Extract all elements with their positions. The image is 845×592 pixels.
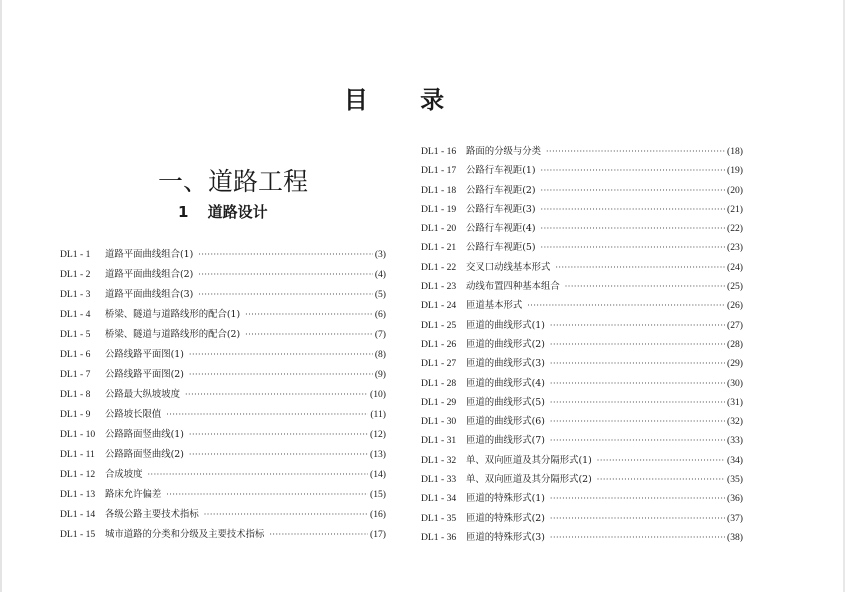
- toc-dot-leader: [565, 277, 725, 296]
- toc-entry-code: DL1 - 27: [421, 358, 457, 370]
- toc-dot-leader: [198, 265, 373, 285]
- toc-entry-page: (34): [727, 454, 743, 466]
- toc-entry: [421, 181, 743, 200]
- toc-entry: [60, 465, 386, 485]
- subsection-title: [178, 201, 268, 222]
- toc-entry: [421, 316, 743, 335]
- toc-dot-leader: [550, 354, 725, 373]
- toc-dot-leader: [166, 485, 368, 505]
- toc-entry: [421, 393, 743, 412]
- toc-entry: [421, 451, 743, 470]
- toc-dot-leader: [198, 285, 373, 305]
- toc-entry-title: 匝道的特殊形式(1): [466, 493, 545, 505]
- toc-entry-page: (20): [727, 184, 743, 196]
- toc-entry-code: DL1 - 32: [421, 454, 457, 466]
- toc-entry-page: (24): [727, 261, 743, 273]
- toc-entry-title: 公路行车视距(1): [466, 165, 536, 177]
- toc-entry: [60, 485, 386, 505]
- toc-entry-title: 动线布置四种基本组合: [466, 281, 560, 293]
- toc-dot-leader: [550, 393, 725, 412]
- toc-entry-code: DL1 - 33: [421, 474, 457, 486]
- toc-entry-title: 匝道基本形式: [466, 300, 523, 312]
- toc-entry-title: 匝道的特殊形式(3): [466, 531, 545, 543]
- toc-entry-code: DL1 - 9: [60, 409, 91, 420]
- toc-entry-title: 公路路面竖曲线(2): [105, 449, 184, 460]
- toc-entry-page: (38): [727, 531, 743, 543]
- toc-dot-leader: [189, 365, 373, 385]
- toc-entry-code: DL1 - 16: [421, 146, 457, 157]
- toc-entry-page: (15): [370, 489, 386, 500]
- toc-dot-leader: [541, 181, 725, 200]
- toc-entry-title: 匝道的曲线形式(6): [466, 416, 545, 428]
- toc-entry-title: 路面的分级与分类: [466, 146, 542, 157]
- toc-entry-code: DL1 - 12: [60, 469, 96, 480]
- toc-entry-code: DL1 - 29: [421, 396, 457, 408]
- toc-dot-leader: [541, 238, 725, 257]
- toc-list-left: [60, 245, 386, 545]
- toc-entry: [421, 296, 743, 315]
- toc-entry-page: (8): [374, 349, 386, 360]
- toc-entry: [60, 285, 386, 305]
- toc-dot-leader: [245, 305, 373, 325]
- toc-dot-leader: [550, 528, 725, 547]
- toc-entry-code: DL1 - 6: [60, 349, 91, 360]
- toc-entry-page: (16): [370, 509, 386, 520]
- toc-entry: [60, 425, 386, 445]
- toc-entry: [421, 161, 743, 180]
- toc-entry-title: 道路平面曲线组合(3): [105, 289, 194, 300]
- toc-entry-page: (23): [727, 242, 743, 254]
- toc-entry-title: 公路行车视距(2): [466, 184, 536, 196]
- toc-dot-leader: [550, 489, 725, 508]
- toc-entry: [421, 470, 743, 489]
- subsection-label: 道路设计: [207, 203, 268, 221]
- toc-entry-page: (26): [727, 300, 743, 312]
- toc-entry-title: 公路线路平面图(2): [105, 369, 184, 380]
- toc-entry-title: 公路最大纵坡坡度: [105, 389, 181, 400]
- toc-entry-page: (6): [374, 309, 386, 320]
- toc-entry-code: DL1 - 8: [60, 389, 91, 400]
- toc-dot-leader: [185, 385, 368, 405]
- toc-entry: [421, 528, 743, 547]
- toc-entry-page: (17): [370, 529, 386, 540]
- toc-entry-page: (12): [370, 429, 386, 440]
- toc-entry-page: (7): [374, 329, 386, 340]
- toc-entry: [421, 258, 743, 277]
- toc-entry-code: DL1 - 10: [60, 429, 96, 440]
- toc-entry-page: (14): [370, 469, 386, 480]
- toc-entry-code: DL1 - 26: [421, 338, 457, 350]
- toc-entry-title: 单、双向匝道及其分隔形式(1): [466, 454, 592, 466]
- toc-entry: [421, 200, 743, 219]
- toc-entry-title: 路床允许偏差: [105, 489, 162, 500]
- toc-entry-title: 道路平面曲线组合(2): [105, 269, 194, 280]
- toc-entry-title: 匝道的曲线形式(4): [466, 377, 545, 389]
- toc-dot-leader: [189, 445, 368, 465]
- toc-entry: [60, 245, 386, 265]
- toc-entry: [421, 277, 743, 296]
- toc-entry-code: DL1 - 30: [421, 416, 457, 428]
- toc-entry: [60, 405, 386, 425]
- toc-entry-title: 匝道的曲线形式(5): [466, 396, 545, 408]
- toc-entry-title: 公路行车视距(5): [466, 242, 536, 254]
- toc-entry-code: DL1 - 36: [421, 531, 457, 543]
- toc-entry-code: DL1 - 20: [421, 223, 457, 235]
- toc-entry: [421, 489, 743, 508]
- toc-dot-leader: [204, 505, 368, 525]
- toc-list-right: [421, 142, 743, 547]
- toc-entry: [60, 265, 386, 285]
- toc-entry-title: 公路坡长限值: [105, 409, 162, 420]
- subsection-number: 1: [178, 203, 189, 221]
- toc-entry-code: DL1 - 25: [421, 319, 457, 331]
- toc-entry-code: DL1 - 34: [421, 493, 457, 505]
- toc-entry: [60, 345, 386, 365]
- toc-dot-leader: [148, 465, 369, 485]
- toc-entry: [60, 445, 386, 465]
- toc-entry-title: 桥梁、隧道与道路线形的配合(1): [105, 309, 241, 320]
- toc-entry-page: (10): [370, 389, 386, 400]
- toc-entry-title: 匝道的曲线形式(2): [466, 338, 545, 350]
- toc-entry-page: (4): [374, 269, 386, 280]
- toc-entry-code: DL1 - 15: [60, 529, 96, 540]
- toc-entry-page: (36): [727, 493, 743, 505]
- toc-entry-page: (13): [370, 449, 386, 460]
- toc-entry-code: DL1 - 21: [421, 242, 457, 254]
- toc-entry-page: (18): [727, 146, 743, 157]
- toc-entry-title: 匝道的曲线形式(1): [466, 319, 545, 331]
- toc-entry-page: (33): [727, 435, 743, 447]
- toc-dot-leader: [597, 451, 725, 470]
- toc-entry-code: DL1 - 17: [421, 165, 457, 177]
- toc-entry: [421, 219, 743, 238]
- toc-entry: [60, 525, 386, 545]
- toc-dot-leader: [597, 470, 725, 489]
- toc-entry-page: (25): [727, 281, 743, 293]
- toc-dot-leader: [550, 335, 725, 354]
- toc-entry-code: DL1 - 19: [421, 203, 457, 215]
- toc-entry-code: DL1 - 22: [421, 261, 457, 273]
- toc-entry-page: (28): [727, 338, 743, 350]
- toc-dot-leader: [555, 258, 725, 277]
- toc-entry-page: (3): [374, 249, 386, 260]
- toc-dot-leader: [541, 219, 725, 238]
- toc-entry-page: (27): [727, 319, 743, 331]
- toc-dot-leader: [189, 425, 368, 445]
- toc-entry: [421, 431, 743, 450]
- toc-entry: [421, 238, 743, 257]
- toc-entry-page: (19): [727, 165, 743, 177]
- toc-entry-code: DL1 - 35: [421, 512, 457, 524]
- toc-entry-title: 匝道的曲线形式(3): [466, 358, 545, 370]
- toc-entry-page: (32): [727, 416, 743, 428]
- toc-dot-leader: [527, 296, 725, 315]
- toc-entry-code: DL1 - 1: [60, 249, 91, 260]
- toc-entry-page: (11): [370, 409, 386, 420]
- toc-dot-leader: [550, 412, 725, 431]
- toc-entry-title: 公路线路平面图(1): [105, 349, 184, 360]
- toc-dot-leader: [546, 142, 725, 161]
- toc-dot-leader: [269, 525, 368, 545]
- toc-entry-title: 各级公路主要技术指标: [105, 509, 199, 520]
- toc-dot-leader: [189, 345, 373, 365]
- toc-entry-page: (30): [727, 377, 743, 389]
- toc-entry: [421, 335, 743, 354]
- toc-entry: [60, 365, 386, 385]
- toc-dot-leader: [550, 374, 725, 393]
- toc-dot-leader: [541, 161, 725, 180]
- toc-entry-title: 公路路面竖曲线(1): [105, 429, 184, 440]
- toc-entry-code: DL1 - 3: [60, 289, 91, 300]
- toc-dot-leader: [550, 316, 725, 335]
- toc-entry-title: 合成坡度: [105, 469, 143, 480]
- toc-entry-code: DL1 - 5: [60, 329, 91, 340]
- toc-entry-title: 匝道的特殊形式(2): [466, 512, 545, 524]
- toc-entry-code: DL1 - 13: [60, 489, 96, 500]
- toc-entry-code: DL1 - 28: [421, 377, 457, 389]
- toc-entry-code: DL1 - 7: [60, 369, 91, 380]
- section-title: 一、道路工程: [158, 167, 309, 196]
- toc-dot-leader: [245, 325, 373, 345]
- toc-entry-code: DL1 - 18: [421, 184, 457, 196]
- toc-entry-code: DL1 - 24: [421, 300, 457, 312]
- toc-entry-page: (35): [727, 474, 743, 486]
- toc-dot-leader: [541, 200, 725, 219]
- toc-entry-title: 桥梁、隧道与道路线形的配合(2): [105, 329, 241, 340]
- toc-entry: [421, 142, 743, 161]
- toc-entry: [60, 505, 386, 525]
- toc-entry-page: (5): [374, 289, 386, 300]
- toc-entry-code: DL1 - 4: [60, 309, 91, 320]
- toc-dot-leader: [166, 405, 368, 425]
- toc-entry-code: DL1 - 14: [60, 509, 96, 520]
- page-title: 目 录: [343, 86, 467, 114]
- toc-entry: [60, 325, 386, 345]
- toc-entry: [421, 412, 743, 431]
- toc-entry-title: 匝道的曲线形式(7): [466, 435, 545, 447]
- toc-entry: [421, 374, 743, 393]
- toc-dot-leader: [198, 245, 373, 265]
- toc-dot-leader: [550, 431, 725, 450]
- toc-entry-page: (37): [727, 512, 743, 524]
- toc-entry-page: (22): [727, 223, 743, 235]
- toc-entry-page: (29): [727, 358, 743, 370]
- toc-entry-page: (31): [727, 396, 743, 408]
- toc-entry: [60, 385, 386, 405]
- toc-entry-code: DL1 - 2: [60, 269, 91, 280]
- toc-entry-title: 道路平面曲线组合(1): [105, 249, 194, 260]
- toc-entry-code: DL1 - 23: [421, 281, 457, 293]
- toc-entry-title: 城市道路的分类和分级及主要技术指标: [105, 529, 265, 540]
- toc-dot-leader: [550, 509, 725, 528]
- toc-entry: [421, 509, 743, 528]
- toc-entry-title: 单、双向匝道及其分隔形式(2): [466, 474, 592, 486]
- toc-entry-title: 公路行车视距(4): [466, 223, 536, 235]
- toc-entry-title: 公路行车视距(3): [466, 203, 536, 215]
- toc-entry: [60, 305, 386, 325]
- toc-entry-code: DL1 - 11: [60, 449, 95, 460]
- toc-entry-code: DL1 - 31: [421, 435, 457, 447]
- toc-entry-title: 交叉口动线基本形式: [466, 261, 551, 273]
- toc-entry-page: (9): [374, 369, 386, 380]
- toc-entry: [421, 354, 743, 373]
- toc-entry-page: (21): [727, 203, 743, 215]
